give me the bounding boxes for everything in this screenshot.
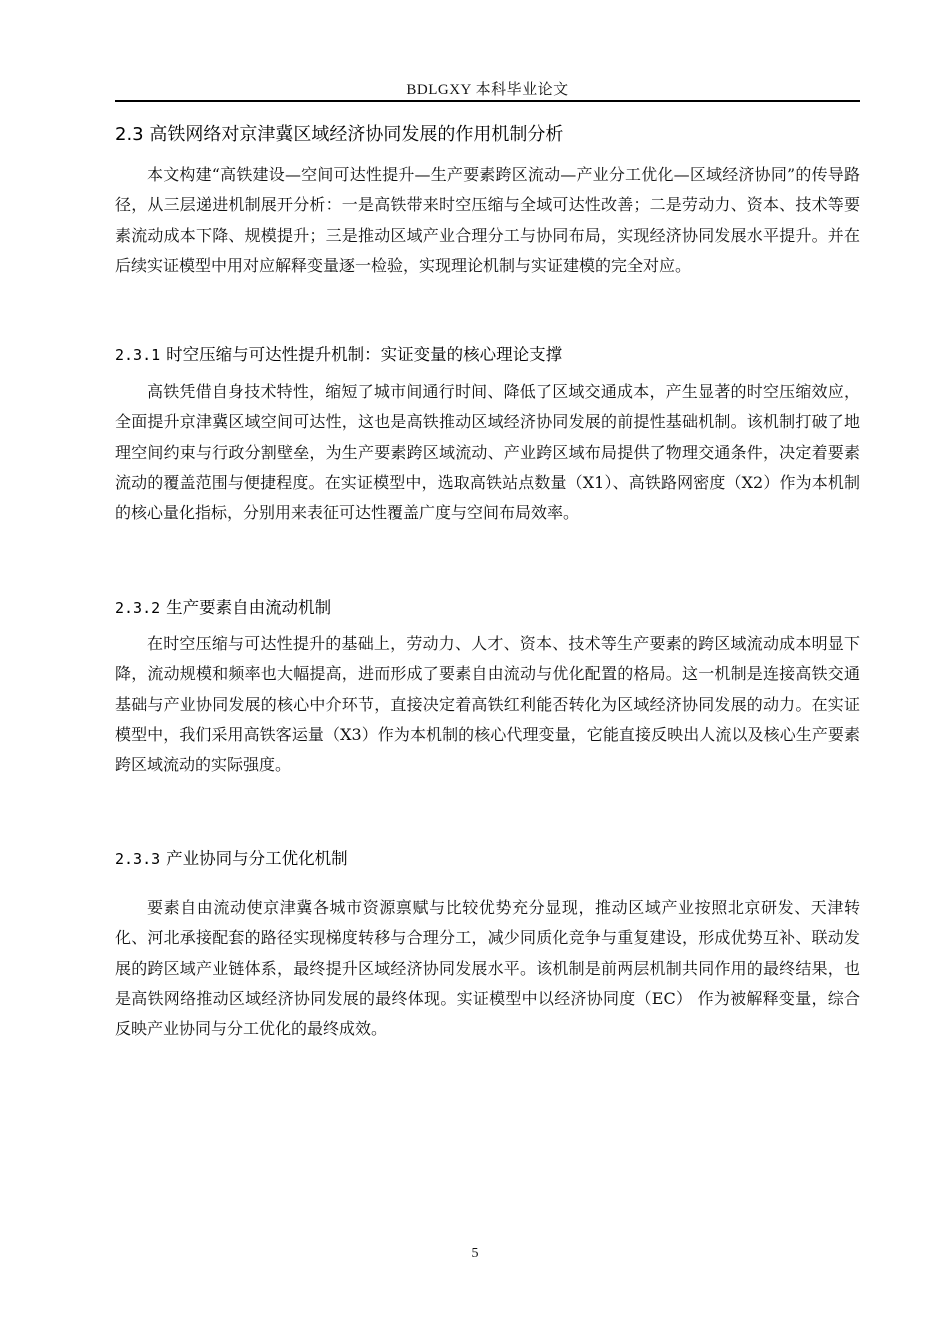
subsection-paragraph-2-3-2: 在时空压缩与可达性提升的基础上，劳动力、人才、资本、技术等生产要素的跨区域流动成本明显下降，流动规模和频率也大幅提高，进而形成了要素自由流动与优化配置的格局。这一机制是连接高铁交通基础与产业协同发展的核心中介环节，直接决定着高铁红利能否转化为区域经济协同发展的动力。在实证模型中，我们采用高铁客运量（X3）作为本机制的核心代理变量，它能直接反映出人流以及核心生产要素跨区域流动的实际强度。: [115, 634, 860, 775]
subsection-number: 2.3.2: [115, 599, 161, 617]
subsection-title: 时空压缩与可达性提升机制：实证变量的核心理论支撑: [166, 345, 563, 364]
subsection-paragraph-2-3-1: 高铁凭借自身技术特性，缩短了城市间通行时间、降低了区域交通成本，产生显著的时空压缩效应，全面提升京津冀区域空间可达性，这也是高铁推动区域经济协同发展的前提性基础机制。该机制打破了地理空间约束与行政分割壁垒，为生产要素跨区域流动、产业跨区域布局提供了物理交通条件，决定着要素流动的覆盖范围与便捷程度。在实证模型中，选取高铁站点数量（X1）、高铁路网密度（X2）作为本机制的核心量化指标，分别用来表征可达性覆盖广度与空间布局效率。: [115, 382, 860, 523]
section-heading: 2.3 高铁网络对京津冀区域经济协同发展的作用机制分析: [115, 124, 564, 145]
subsection-paragraph-2-3-3: 要素自由流动使京津冀各城市资源禀赋与比较优势充分显现，推动区域产业按照北京研发、天津转化、河北承接配套的路径实现梯度转移与合理分工，减少同质化竞争与重复建设，形成优势互补、联动发展的跨区域产业链体系，最终提升区域经济协同发展水平。该机制是前两层机制共同作用的最终结果，也是高铁网络推动区域经济协同发展的最终体现。实证模型中以经济协同度（EC） 作为被解释变量，综合反映产业协同与分工优化的最终成效。: [115, 898, 860, 1039]
header-rule: [115, 100, 860, 102]
page-number: 5: [471, 1246, 479, 1261]
subsection-heading-2-3-1: [115, 341, 860, 365]
running-header: BDLGXY 本科毕业论文: [406, 82, 569, 98]
section-intro-paragraph: 本文构建“高铁建设—空间可达性提升—生产要素跨区流动—产业分工优化—区域经济协同”的传导路径，从三层递进机制展开分析：一是高铁带来时空压缩与全域可达性改善；二是劳动力、资本、技术等要素流动成本下降、规模提升；三是推动区域产业合理分工与协同布局，实现经济协同发展水平提升。并在后续实证模型中用对应解释变量逐一检验，实现理论机制与实证建模的完全对应。: [115, 165, 860, 275]
subsection-heading-2-3-3: [115, 845, 860, 869]
subsection-title: 产业协同与分工优化机制: [166, 849, 348, 868]
subsection-number: 2.3.1: [115, 346, 161, 364]
subsection-title: 生产要素自由流动机制: [166, 598, 332, 617]
subsection-heading-2-3-2: [115, 594, 860, 618]
subsection-number: 2.3.3: [115, 850, 161, 868]
